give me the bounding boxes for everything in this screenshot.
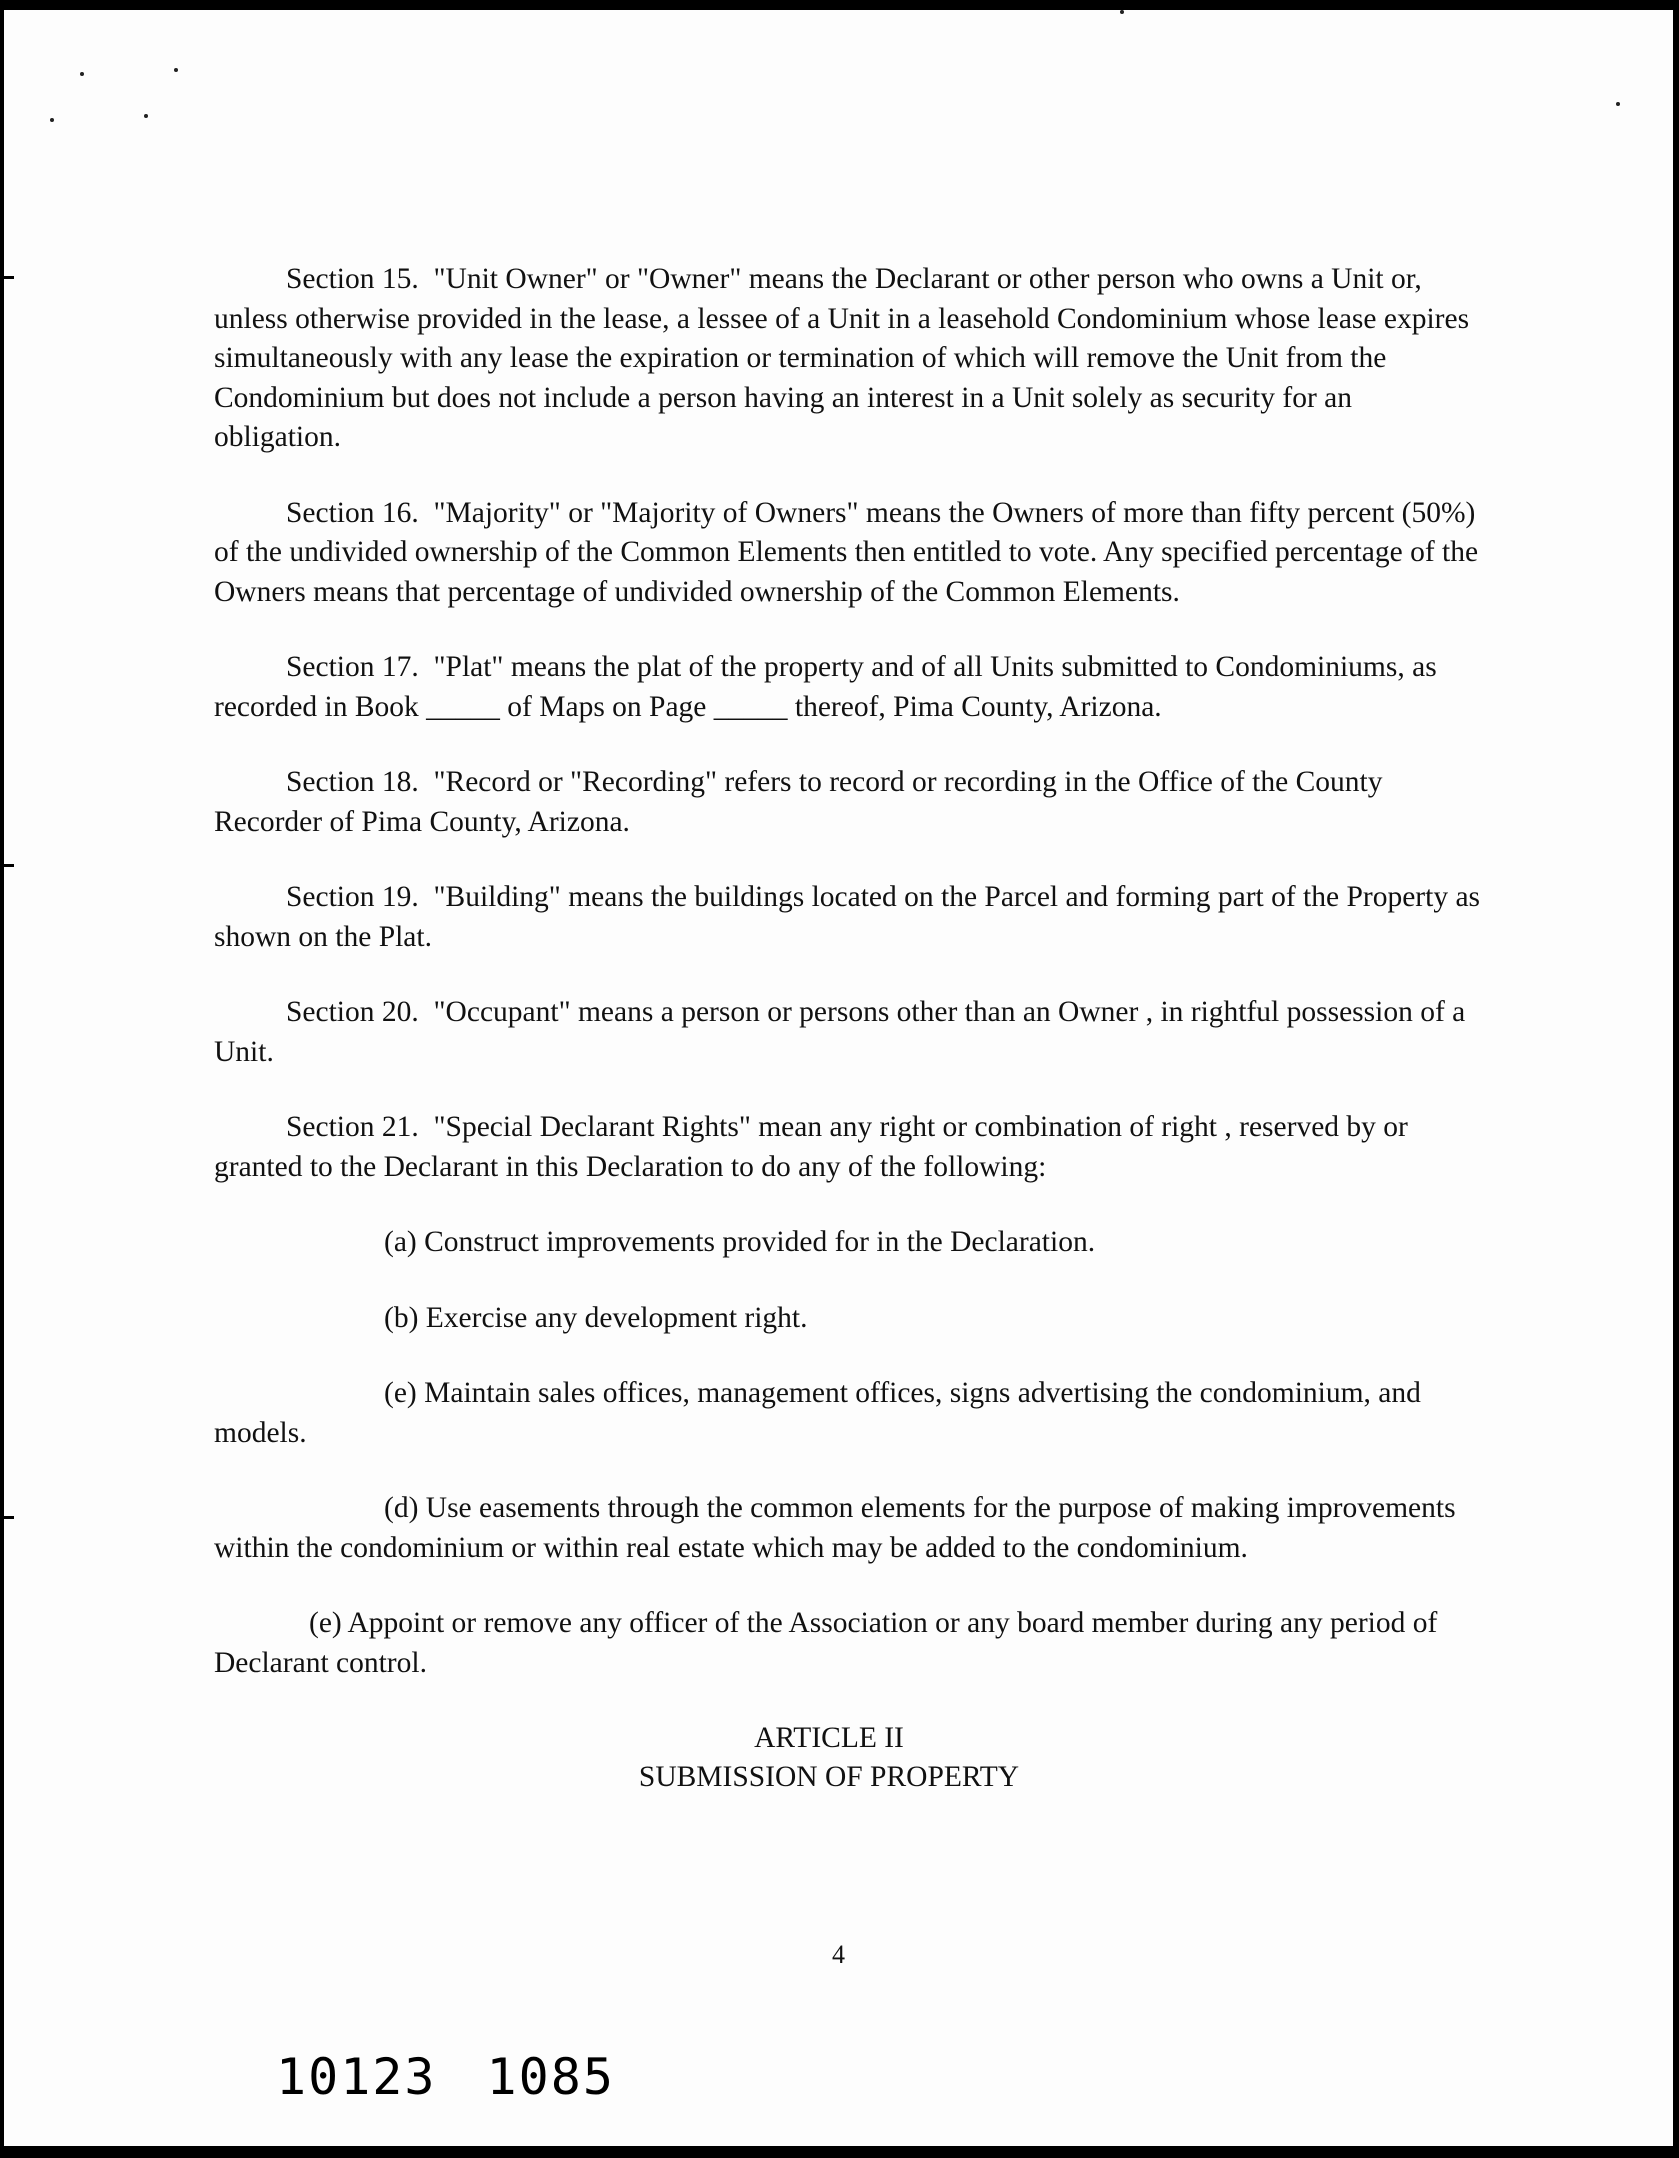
- section-text: "Majority" or "Majority of Owners" means the Owners of more than fifty percent (50%) of the undivided ownership of the Common Elements then entitled to vote. Any specified percentage of the Owners means that percentage of undivided ownership of the Common Elements.: [214, 496, 1479, 608]
- scan-edge-mark: [4, 276, 14, 279]
- scan-speck: [1120, 10, 1124, 14]
- section-text: "Plat" means the plat of the property and of all Units submitted to Condominiums, as recorded in Book _____ of Maps on Page _____ thereof, Pima County, Arizona.: [214, 651, 1437, 723]
- subitem-a: [214, 1223, 1484, 1263]
- scan-speck: [174, 68, 178, 72]
- section-20: [214, 993, 1484, 1072]
- section-heading: Section 15.: [286, 263, 419, 295]
- section-heading: Section 17.: [286, 651, 419, 683]
- section-19: [214, 878, 1484, 957]
- subitem-text: (a) Construct improvements provided for in the Declaration.: [384, 1226, 1096, 1258]
- subitem-text: (e) Appoint or remove any officer of the Association or any board member during any period of Declarant control.: [214, 1607, 1438, 1679]
- section-21: [214, 1108, 1484, 1187]
- article-number: ARTICLE II: [754, 1722, 904, 1754]
- scan-speck: [50, 118, 54, 122]
- section-text: "Building" means the buildings located on the Parcel and forming part of the Property as shown on the Plat.: [214, 881, 1481, 953]
- subitem-c: [214, 1374, 1484, 1453]
- subitem-text: (d) Use easements through the common elements for the purpose of making improvements within the condominium or within real estate which may be added to the condominium.: [214, 1492, 1456, 1564]
- section-heading: Section 21.: [286, 1111, 419, 1143]
- section-heading: Section 18.: [286, 766, 419, 798]
- recording-stamp: [276, 2048, 615, 2106]
- scan-speck: [1616, 102, 1620, 106]
- scan-edge-mark: [4, 1516, 14, 1519]
- scan-edge-mark: [4, 864, 14, 867]
- section-heading: Section 19.: [286, 881, 419, 913]
- subitem-b: [214, 1299, 1484, 1339]
- scan-speck: [80, 72, 84, 76]
- section-15: [214, 260, 1484, 458]
- section-text: "Occupant" means a person or persons other than an Owner , in rightful possession of a Unit.: [214, 996, 1466, 1068]
- subitem-d: [214, 1489, 1484, 1568]
- article-heading: [214, 1719, 1444, 1797]
- subitem-text: (b) Exercise any development right.: [384, 1301, 808, 1334]
- stamp-page: 1085: [486, 2048, 615, 2106]
- section-text: "Record or "Recording" refers to record or recording in the Office of the County Recorder of Pima County, Arizona.: [214, 766, 1383, 838]
- subitem-text: (e) Maintain sales offices, management offices, signs advertising the condominium, and models.: [214, 1377, 1421, 1449]
- section-text: "Special Declarant Rights" mean any right or combination of right , reserved by or granted to the Declarant in this Declaration to do any of the following:: [214, 1111, 1408, 1183]
- section-heading: Section 16.: [286, 496, 419, 529]
- section-heading: Section 20.: [286, 996, 419, 1028]
- article-title: SUBMISSION OF PROPERTY: [638, 1761, 1020, 1793]
- document-body: [214, 260, 1484, 1797]
- section-18: [214, 763, 1484, 842]
- stamp-book: 10123: [276, 2048, 437, 2106]
- document-page: [4, 10, 1673, 2146]
- subitem-e: [214, 1604, 1484, 1683]
- scan-speck: [144, 114, 148, 118]
- section-17: [214, 648, 1484, 727]
- section-text: "Unit Owner" or "Owner" means the Declarant or other person who owns a Unit or, unless otherwise provided in the lease, a lessee of a Unit in a leasehold Condominium whose lease expires simultaneously with any lease the expiration or termination of which will remove the Unit from the Condominium but does not include a person having an interest in a Unit solely as security for an obligation.: [214, 263, 1470, 453]
- page-number: 4: [832, 1940, 845, 1969]
- section-16: [214, 494, 1484, 613]
